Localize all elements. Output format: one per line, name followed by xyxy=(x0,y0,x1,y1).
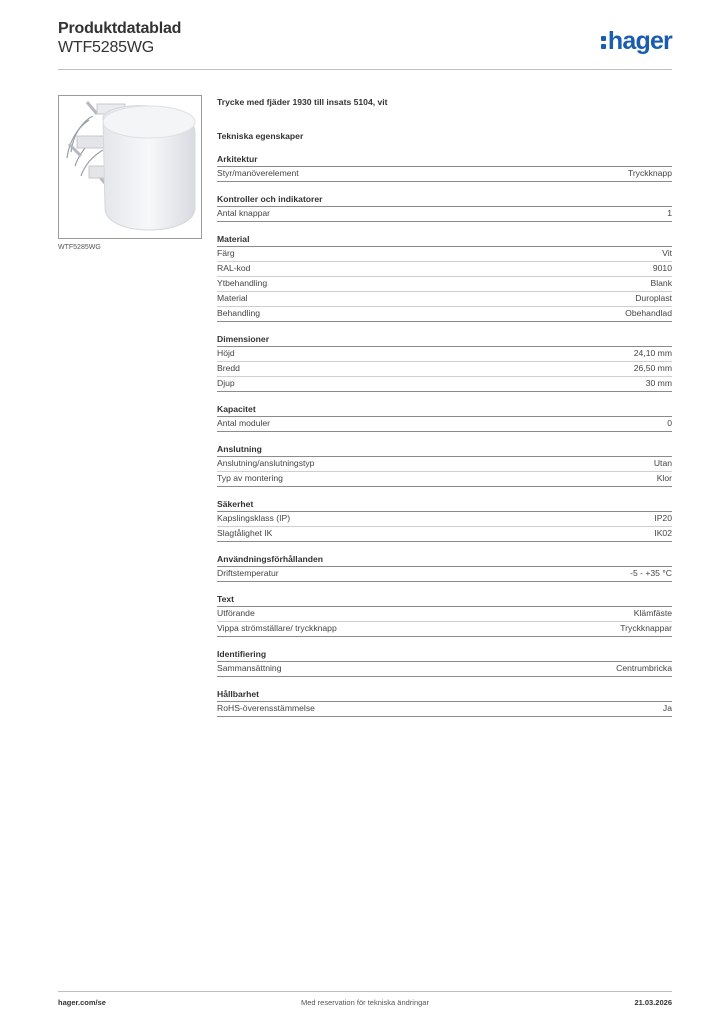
spec-label: Utförande xyxy=(217,608,255,618)
product-description: Trycke med fjäder 1930 till insats 5104, vit xyxy=(217,97,388,107)
footer-disclaimer: Med reservation för tekniska ändringar xyxy=(301,998,429,1007)
spec-row xyxy=(217,457,672,472)
spec-row xyxy=(217,167,672,182)
spec-row xyxy=(217,527,672,542)
section-title: Text xyxy=(217,593,672,607)
product-code: WTF5285WG xyxy=(58,39,154,56)
spec-section xyxy=(217,193,672,222)
spec-row xyxy=(217,417,672,432)
footer-website[interactable]: hager.com/se xyxy=(58,998,106,1007)
spec-section xyxy=(217,153,672,182)
spec-label: RoHS-överensstämmelse xyxy=(217,703,315,713)
spec-row xyxy=(217,472,672,487)
spec-label: Färg xyxy=(217,248,235,258)
spec-value: 9010 xyxy=(652,263,672,273)
section-title: Dimensioner xyxy=(217,333,672,347)
spec-row xyxy=(217,347,672,362)
spec-value: Klämfäste xyxy=(633,608,672,618)
section-title: Identifiering xyxy=(217,648,672,662)
spec-content xyxy=(217,96,672,717)
spec-label: Bredd xyxy=(217,363,240,373)
spec-row xyxy=(217,567,672,582)
spec-row xyxy=(217,662,672,677)
spec-value: 0 xyxy=(667,418,672,428)
product-image-caption: WTF5285WG xyxy=(58,244,101,251)
spec-value: Tryckknapp xyxy=(627,168,672,178)
spec-section xyxy=(217,688,672,717)
document-title: Produktdatablad xyxy=(58,20,182,37)
spec-row xyxy=(217,207,672,222)
spec-label: Styr/manöverelement xyxy=(217,168,299,178)
section-title: Anslutning xyxy=(217,443,672,457)
spec-label: Kapslingsklass (IP) xyxy=(217,513,291,523)
spec-row xyxy=(217,607,672,622)
spec-row xyxy=(217,702,672,717)
spec-value: 30 mm xyxy=(645,378,672,388)
spec-section xyxy=(217,648,672,677)
spec-label: Typ av montering xyxy=(217,473,283,483)
spec-label: Djup xyxy=(217,378,235,388)
spec-section xyxy=(217,498,672,542)
spec-row xyxy=(217,362,672,377)
spec-label: Vippa strömställare/ tryckknapp xyxy=(217,623,337,633)
spec-value: Klor xyxy=(656,473,672,483)
technical-properties-heading: Tekniska egenskaper xyxy=(217,131,304,141)
section-title: Användningsförhållanden xyxy=(217,553,672,567)
header-divider xyxy=(58,69,672,70)
logo-text: hager xyxy=(607,26,672,55)
spec-label: Material xyxy=(217,293,248,303)
footer-date: 21.03.2026 xyxy=(634,998,672,1007)
spec-label: RAL-kod xyxy=(217,263,251,273)
spec-row xyxy=(217,307,672,322)
spec-label: Behandling xyxy=(217,308,261,318)
spec-label: Antal moduler xyxy=(217,418,271,428)
product-image xyxy=(58,95,202,239)
spec-label: Slagtålighet IK xyxy=(217,528,273,538)
spec-value: Blank xyxy=(650,278,672,288)
page-header xyxy=(58,20,672,68)
spec-row xyxy=(217,512,672,527)
spec-section xyxy=(217,593,672,637)
spec-section xyxy=(217,443,672,487)
spec-value: Obehandlad xyxy=(625,308,672,318)
spec-row xyxy=(217,277,672,292)
spec-section xyxy=(217,403,672,432)
spec-row xyxy=(217,377,672,392)
section-title: Kapacitet xyxy=(217,403,672,417)
spec-section xyxy=(217,333,672,392)
spec-value: 1 xyxy=(667,208,672,218)
spec-row xyxy=(217,622,672,637)
spec-value: Ja xyxy=(662,703,672,713)
push-button-icon xyxy=(59,96,201,238)
footer-divider xyxy=(58,991,672,992)
section-title: Hållbarhet xyxy=(217,688,672,702)
spec-label: Antal knappar xyxy=(217,208,271,218)
spec-label: Höjd xyxy=(217,348,235,358)
section-title: Material xyxy=(217,233,672,247)
spec-value: IK02 xyxy=(654,528,672,538)
spec-sections xyxy=(217,153,672,717)
spec-row xyxy=(217,292,672,307)
spec-label: Driftstemperatur xyxy=(217,568,279,578)
logo-dots-icon xyxy=(601,30,607,52)
spec-value: IP20 xyxy=(654,513,672,523)
section-title: Säkerhet xyxy=(217,498,672,512)
section-title: Kontroller och indikatorer xyxy=(217,193,672,207)
spec-value: Utan xyxy=(653,458,672,468)
spec-value: Tryckknappar xyxy=(620,623,672,633)
spec-value: Vit xyxy=(662,248,672,258)
section-title: Arkitektur xyxy=(217,153,672,167)
spec-row xyxy=(217,262,672,277)
spec-label: Ytbehandling xyxy=(217,278,268,288)
spec-row xyxy=(217,247,672,262)
spec-value: Duroplast xyxy=(635,293,672,303)
spec-value: 26,50 mm xyxy=(633,363,672,373)
spec-section xyxy=(217,553,672,582)
spec-label: Sammansättning xyxy=(217,663,282,673)
hager-logo xyxy=(601,26,672,56)
spec-label: Anslutning/anslutningstyp xyxy=(217,458,315,468)
spec-value: Centrumbricka xyxy=(616,663,672,673)
spec-value: -5 - +35 °C xyxy=(630,568,672,578)
spec-value: 24,10 mm xyxy=(633,348,672,358)
spec-section xyxy=(217,233,672,322)
